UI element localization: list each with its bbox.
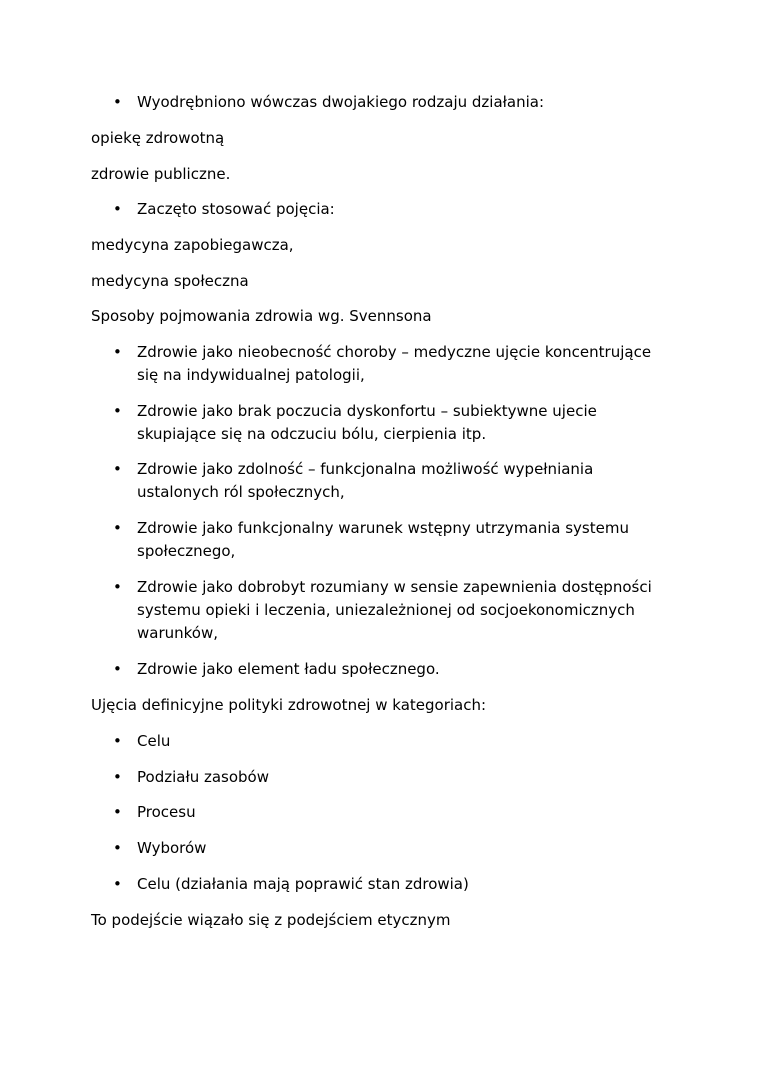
list-item: [113, 766, 673, 789]
bullet-icon: •: [113, 803, 122, 821]
list-item: [113, 458, 673, 504]
list-item-text: Zdrowie jako zdolność – funkcjonalna możliwość wypełniania ustalonych ról społecznych,: [137, 460, 594, 501]
bullet-icon: •: [113, 578, 122, 596]
list-item-text: Celu: [137, 732, 171, 750]
list-item-text: Zaczęto stosować pojęcia:: [137, 200, 335, 218]
list-item: [113, 576, 673, 645]
bullet-icon: •: [113, 732, 122, 750]
list-item-text: Zdrowie jako dobrobyt rozumiany w sensie zapewnienia dostępności systemu opieki i leczenia, uniezależnionej od socjoekonomicznych warunków,: [137, 578, 652, 642]
bullet-icon: •: [113, 200, 122, 218]
list-item: [113, 658, 673, 681]
list-item: [113, 801, 673, 824]
bullet-icon: •: [113, 875, 122, 893]
section-heading: Ujęcia definicyjne polityki zdrowotnej w kategoriach:: [91, 696, 487, 714]
section-heading: Sposoby pojmowania zdrowia wg. Svennsona: [91, 307, 432, 325]
list-item-text: Zdrowie jako funkcjonalny warunek wstępny utrzymania systemu społecznego,: [137, 519, 629, 560]
list-item: [113, 400, 673, 446]
bullet-icon: •: [113, 660, 122, 678]
list-item-text: Wyodrębniono wówczas dwojakiego rodzaju działania:: [137, 93, 545, 111]
list-item-text: Wyborów: [137, 839, 207, 857]
list-item: [113, 873, 673, 896]
list-item-text: Celu (działania mają poprawić stan zdrowia): [137, 875, 469, 893]
bullet-icon: •: [113, 402, 122, 420]
paragraph: zdrowie publiczne.: [91, 165, 231, 183]
list-item: [113, 198, 673, 221]
bullet-icon: •: [113, 519, 122, 537]
bullet-icon: •: [113, 93, 122, 111]
closing-paragraph: To podejście wiązało się z podejściem etycznym: [91, 911, 451, 929]
list-item: [113, 730, 673, 753]
bullet-icon: •: [113, 768, 122, 786]
paragraph: medycyna społeczna: [91, 272, 249, 290]
list-item: [113, 517, 673, 563]
list-item-text: Procesu: [137, 803, 196, 821]
bullet-icon: •: [113, 460, 122, 478]
list-item-text: Zdrowie jako brak poczucia dyskonfortu – subiektywne ujecie skupiające się na odczuciu bólu, cierpienia itp.: [137, 402, 597, 443]
list-item: [113, 91, 673, 114]
list-item-text: Zdrowie jako nieobecność choroby – medyczne ujęcie koncentrujące się na indywidualnej patologii,: [137, 343, 652, 384]
paragraph: opiekę zdrowotną: [91, 129, 225, 147]
paragraph: medycyna zapobiegawcza,: [91, 236, 294, 254]
list-item: [113, 341, 673, 387]
list-item-text: Zdrowie jako element ładu społecznego.: [137, 660, 440, 678]
bullet-icon: •: [113, 839, 122, 857]
bullet-icon: •: [113, 343, 122, 361]
list-item: [113, 837, 673, 860]
list-item-text: Podziału zasobów: [137, 768, 270, 786]
